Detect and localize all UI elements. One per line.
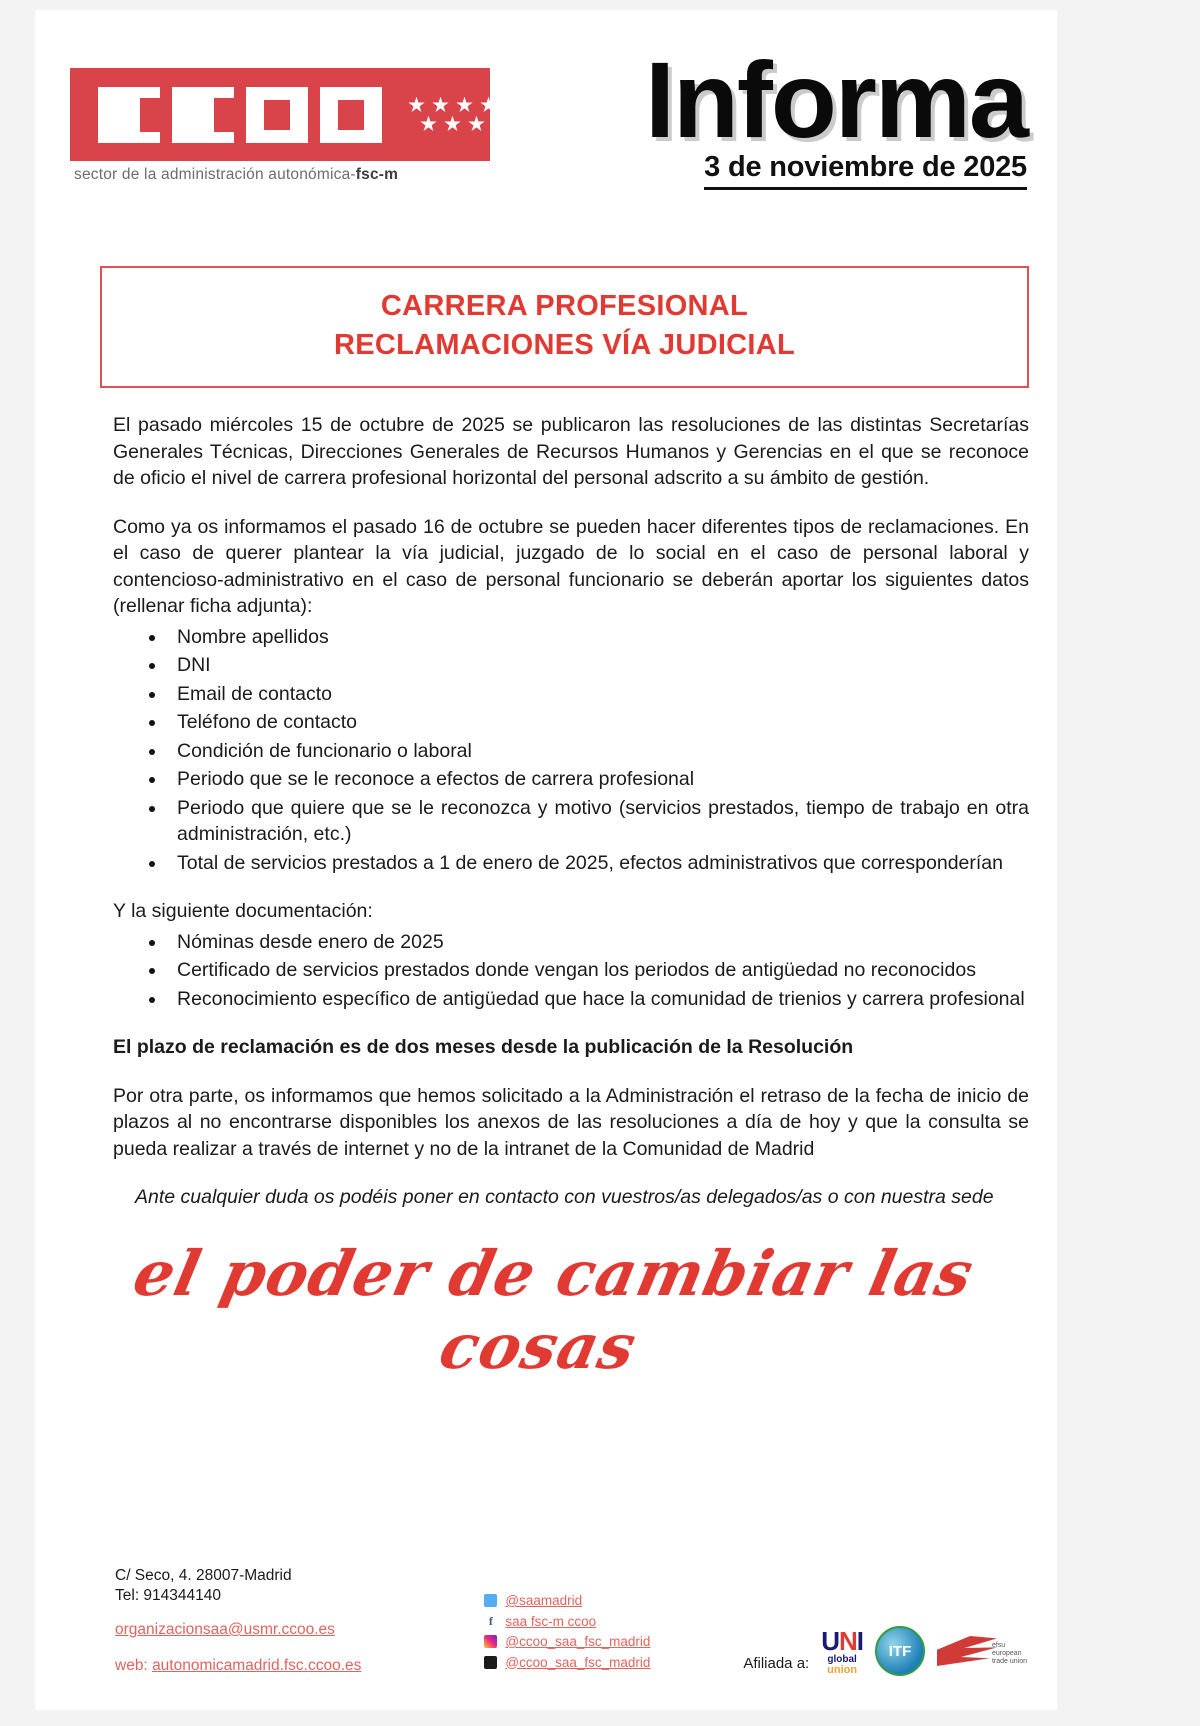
letter-c-1 <box>98 87 160 143</box>
twitter-handle[interactable]: @saamadrid <box>505 1593 583 1608</box>
uni-global-union-logo <box>821 1628 863 1676</box>
list-item: Total de servicios prestados a 1 de enero de 2025, efectos administrativos que corresponderían <box>175 850 1029 877</box>
logo-subtitle-bold: fsc-m <box>355 166 399 183</box>
social-row-instagram[interactable] <box>484 1633 650 1651</box>
instagram-icon <box>484 1635 497 1648</box>
datos-list <box>113 624 1029 877</box>
uni-logo-global: global <box>827 1654 857 1665</box>
social-row-tiktok[interactable] <box>484 1654 650 1672</box>
facebook-handle[interactable]: saa fsc-m ccoo <box>505 1613 597 1629</box>
documentacion-intro: Y la siguiente documentación: <box>113 900 373 922</box>
affiliated-label: Afiliada a: <box>743 1655 810 1672</box>
footer-web-row <box>115 1656 361 1676</box>
logo-subtitle <box>70 166 490 184</box>
uni-logo-union: union <box>827 1664 858 1676</box>
paragraph-2: Como ya os informamos el pasado 16 de octubre se pueden hacer diferentes tipos de reclamaciones. En el caso de querer plantear la vía judicial, juzgado de lo social en el caso de personal laboral y contencioso-administrativo en el caso de personal funcionario se deberán aportar los siguientes datos (rellenar ficha adjunta): <box>113 515 1029 617</box>
masthead-block <box>644 39 1027 190</box>
footer-contact <box>115 1566 361 1676</box>
headline-box <box>100 266 1029 388</box>
twitter-icon <box>484 1594 497 1607</box>
document-body <box>35 412 1057 1211</box>
etuc-logo <box>937 1630 1027 1676</box>
uni-logo-main: UNI <box>821 1626 863 1656</box>
paragraph-3: Por otra parte, os informamos que hemos solicitado a la Administración el retraso de la fecha de inicio de plazos al no encontrarse disponibles los anexos de las resoluciones a día de hoy y que la consulta se pueda realizar a través de internet y no de la intranet de la Comunidad de Madrid <box>113 1084 1029 1160</box>
letter-o-1 <box>246 87 308 143</box>
documentacion-list <box>113 929 1029 1013</box>
document-page <box>35 10 1057 1710</box>
footer-social-links <box>484 1592 650 1674</box>
letter-o-2 <box>320 87 382 143</box>
masthead-title: Informa <box>644 39 1027 160</box>
ccoo-letters <box>98 87 382 143</box>
list-item: Certificado de servicios prestados donde vengan los periodos de antigüedad no reconocidos <box>175 957 1029 984</box>
etuc-logo-text: efsu european trade union <box>991 1642 1027 1665</box>
list-item: Nombre apellidos <box>175 624 1029 651</box>
ccoo-logo <box>70 68 490 184</box>
footer-email-link[interactable]: organizacionsaa@usmr.ccoo.es <box>115 1621 335 1638</box>
list-item: Teléfono de contacto <box>175 709 1029 736</box>
list-item: DNI <box>175 652 1029 679</box>
tiktok-handle[interactable]: @ccoo_saa_fsc_madrid <box>505 1654 651 1670</box>
footer-address: C/ Seco, 4. 28007-Madrid <box>115 1567 292 1584</box>
document-header <box>35 10 1057 250</box>
letter-c-2 <box>172 87 234 143</box>
slogan-text: el poder de cambiar las cosas <box>127 1237 981 1383</box>
social-row-facebook[interactable] <box>484 1613 650 1631</box>
footer-web-label: web: <box>115 1657 148 1674</box>
headline-line-2: RECLAMACIONES VÍA JUDICIAL <box>333 329 796 361</box>
italic-contact-note: Ante cualquier duda os podéis poner en contacto con vuestros/as delegados/as o con nuestra sede <box>135 1186 994 1208</box>
instagram-handle[interactable]: @ccoo_saa_fsc_madrid <box>505 1634 651 1649</box>
list-item: Condición de funcionario o laboral <box>175 738 1029 765</box>
document-footer <box>35 1566 1057 1676</box>
footer-web-link[interactable]: autonomicamadrid.fsc.ccoo.es <box>152 1657 362 1674</box>
tiktok-icon <box>484 1656 497 1669</box>
social-row-twitter[interactable] <box>484 1592 650 1610</box>
plazo-bold-text: El plazo de reclamación es de dos meses desde la publicación de la Resolución <box>113 1036 854 1058</box>
list-item: Reconocimiento específico de antigüedad que hace la comunidad de trienios y carrera profesional <box>175 986 1029 1013</box>
ccoo-logo-bar <box>70 68 490 161</box>
footer-phone: Tel: 914344140 <box>115 1587 222 1604</box>
list-item: Periodo que quiere que se le reconozca y motivo (servicios prestados, tiempo de trabajo en otra administración, etc.) <box>175 795 1029 848</box>
footer-affiliations <box>743 1626 1027 1676</box>
headline-line-1: CARRERA PROFESIONAL <box>380 290 749 322</box>
list-item: Nóminas desde enero de 2025 <box>175 929 1029 956</box>
paragraph-1: El pasado miércoles 15 de octubre de 2025 se publicaron las resoluciones de las distintas Secretarías Generales Técnicas, Direcciones Generales de Recursos Humanos y Gerencias en el que se reconoce de oficio el nivel de carrera profesional horizontal del personal adscrito a su ámbito de gestión. <box>113 414 1029 489</box>
logo-subtitle-normal: sector de la administración autonómica- <box>74 166 356 183</box>
list-item: Periodo que se le reconoce a efectos de carrera profesional <box>175 766 1029 793</box>
facebook-icon: f <box>484 1615 497 1628</box>
publication-date: 3 de noviembre de 2025 <box>704 151 1027 190</box>
itf-logo: ITF <box>875 1626 925 1676</box>
list-item: Email de contacto <box>175 681 1029 708</box>
madrid-stars-icon <box>408 97 497 133</box>
etuc-swoosh-icon <box>937 1636 997 1666</box>
